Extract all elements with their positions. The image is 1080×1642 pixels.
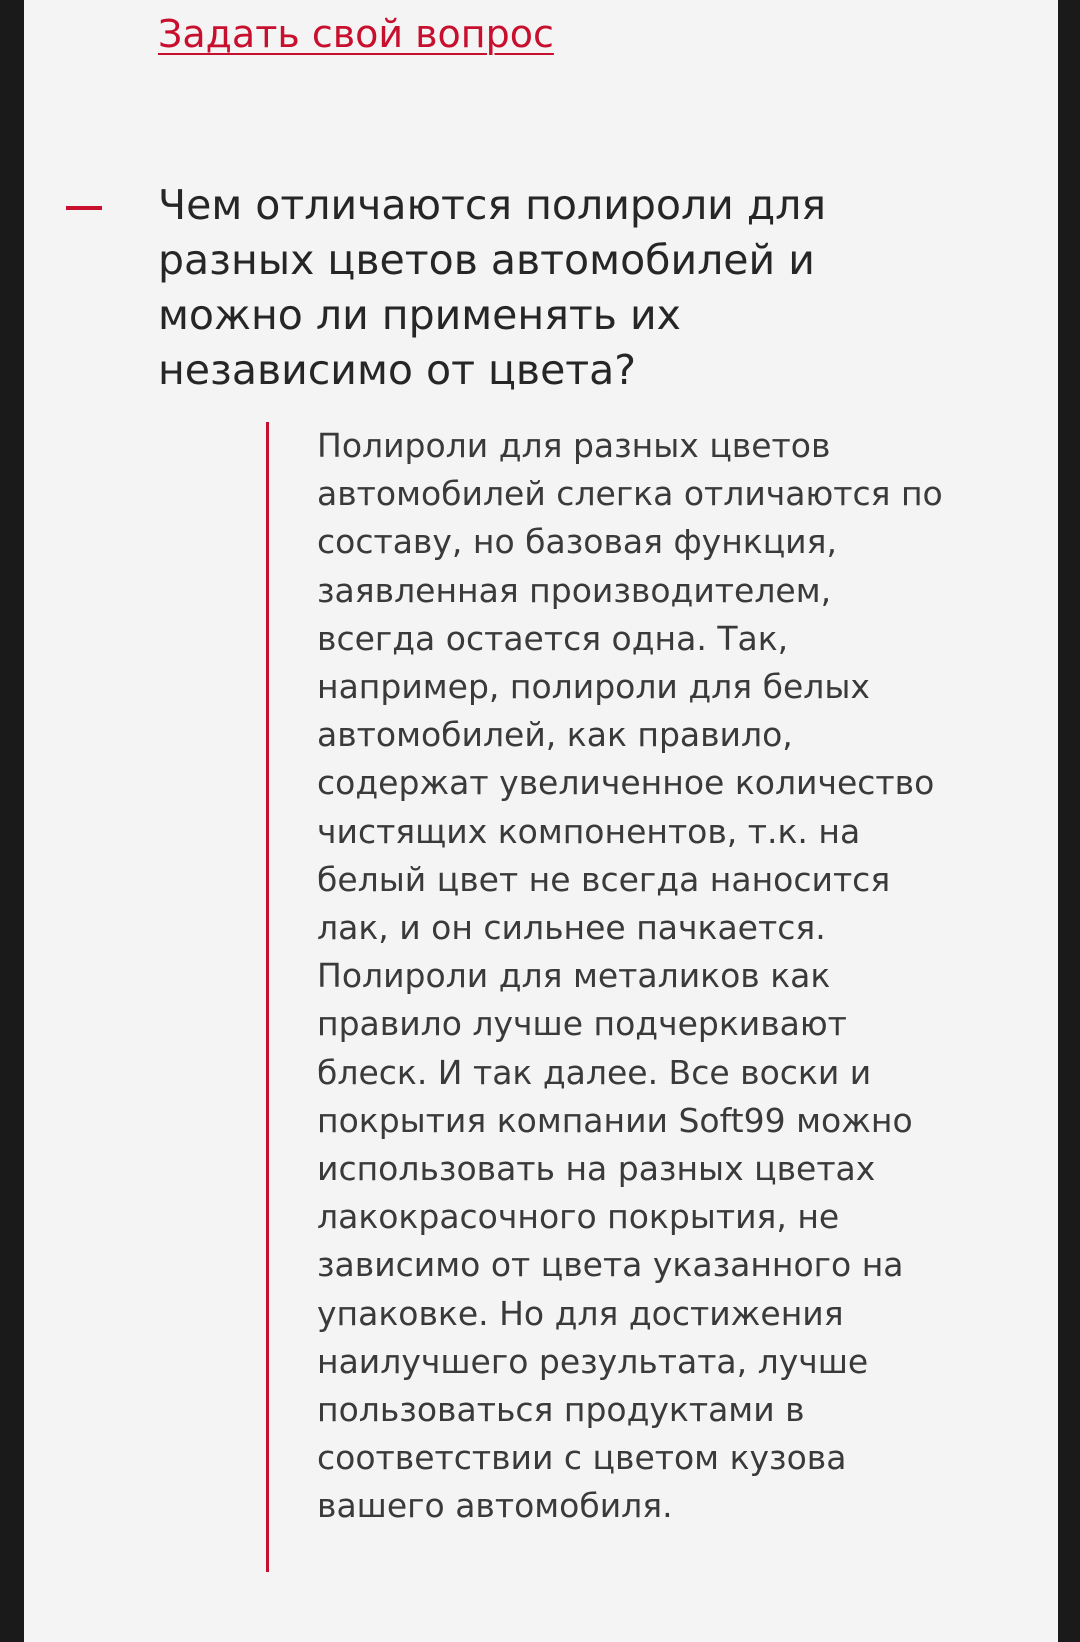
screen-edge xyxy=(1058,0,1080,1642)
collapse-dash-icon[interactable] xyxy=(66,206,102,210)
page xyxy=(24,0,1058,1642)
faq-question[interactable]: Чем отличаются полироли для разных цветов автомобилей и можно ли применять их независимо от цвета? xyxy=(158,181,827,394)
ask-question-link[interactable]: Задать свой вопрос xyxy=(158,12,554,56)
faq-answer-text: Полироли для разных цветов автомобилей слегка отличаются по составу, но базовая функция, заявленная производителем, всегда остается одна. Так, например, полироли для белых автомобилей, как правило, содержат увеличенное количество чистящих компонентов, т.к. на белый цвет не всегда наносится лак, и он сильнее пачкается. Полироли для металиков как правило лучше подчеркивают блеск. И так далее. Все воски и покрытия компании Soft99 можно использовать на разных цветах лакокрасочного покрытия, не зависимо от цвета указанного на упаковке. Но для достижения наилучшего результата, лучше пользоваться продуктами в соответствии с цветом кузова вашего автомобиля. xyxy=(317,426,943,1526)
faq-answer xyxy=(266,422,949,1572)
